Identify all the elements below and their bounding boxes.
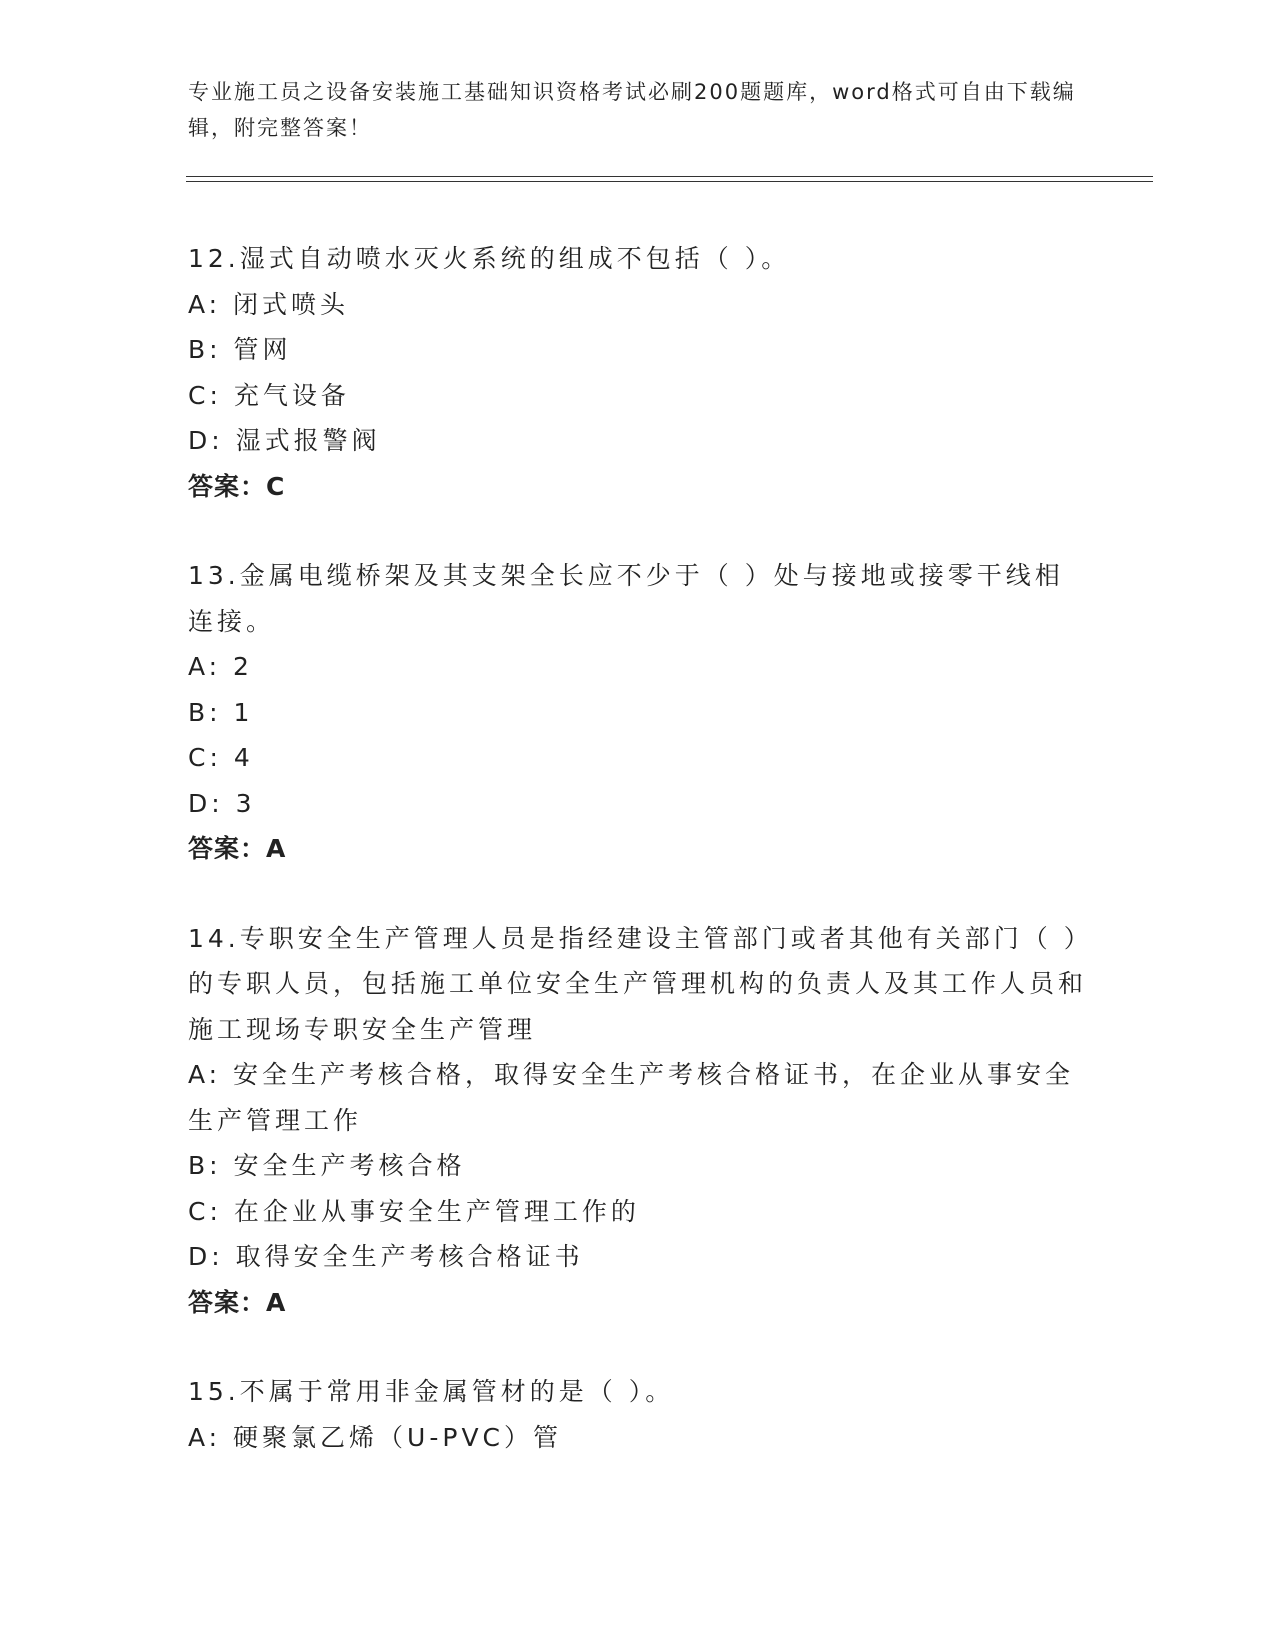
option-key: C	[188, 380, 210, 410]
option-separator: :	[209, 1151, 234, 1180]
question-14	[188, 916, 1088, 1326]
option-key: B	[188, 697, 210, 727]
question-15	[188, 1369, 1088, 1460]
header-divider-bottom	[186, 181, 1153, 182]
option-key: D	[188, 788, 212, 818]
option-separator: :	[211, 1242, 236, 1271]
option-key: C	[188, 743, 210, 772]
question-stem: 12.湿式自动喷水灭火系统的组成不包括（ ）。	[188, 244, 791, 273]
answer-value: C	[266, 471, 286, 501]
option-text: 管网	[233, 335, 292, 364]
question-list	[188, 236, 1088, 1504]
question-12	[188, 236, 1088, 509]
option-separator: :	[209, 697, 234, 727]
option-key: C	[188, 1196, 210, 1226]
option-key: A	[188, 652, 209, 681]
option-d	[188, 781, 1088, 827]
option-text: 2	[233, 652, 253, 681]
answer	[188, 1280, 1088, 1326]
option-key: A	[188, 289, 209, 319]
option-text: 硬聚氯乙烯（U-PVC）管	[233, 1422, 563, 1452]
answer-label: 答案：	[188, 471, 267, 501]
option-a	[188, 644, 1088, 690]
option-text: 湿式报警阀	[235, 426, 381, 455]
option-separator: :	[209, 743, 234, 772]
option-separator: :	[208, 1422, 234, 1452]
document-header: 专业施工员之设备安装施工基础知识资格考试必刷200题题库，word格式可自由下载编辑，附完整答案！	[188, 80, 1076, 140]
option-a	[188, 1052, 1088, 1143]
header-divider-top	[186, 176, 1153, 177]
question-13	[188, 553, 1088, 872]
option-key: D	[188, 1242, 212, 1271]
option-separator: :	[211, 426, 236, 455]
option-key: B	[188, 335, 210, 364]
answer-value: A	[266, 834, 287, 863]
option-b	[188, 690, 1088, 736]
option-text: 充气设备	[233, 380, 350, 410]
answer-value: A	[266, 1287, 287, 1317]
question-stem: 14.专职安全生产管理人员是指经建设主管部门或者其他有关部门（ ）的专职人员，包括施工单位安全生产管理机构的负责人及其工作人员和施工现场专职安全生产管理	[188, 923, 1088, 1044]
option-separator: :	[208, 289, 234, 319]
option-text: 4	[233, 743, 254, 772]
option-text: 取得安全生产考核合格证书	[235, 1242, 584, 1271]
option-text: 1	[233, 697, 254, 727]
answer-label: 答案：	[188, 834, 267, 863]
option-separator: :	[209, 335, 234, 364]
question-stem: 13.金属电缆桥架及其支架全长应不少于（ ）处与接地或接零干线相连接。	[188, 561, 1064, 636]
option-separator: :	[208, 652, 234, 681]
option-c	[188, 373, 1088, 419]
option-text: 在企业从事安全生产管理工作的	[233, 1196, 640, 1226]
option-key: B	[188, 1151, 210, 1180]
option-b	[188, 327, 1088, 373]
option-a	[188, 1415, 1088, 1461]
option-text: 安全生产考核合格，取得安全生产考核合格证书，在企业从事安全生产管理工作	[188, 1060, 1075, 1135]
option-d	[188, 418, 1088, 464]
option-text: 3	[235, 788, 256, 818]
option-separator: :	[209, 380, 234, 410]
option-d	[188, 1234, 1088, 1280]
option-text: 安全生产考核合格	[233, 1151, 466, 1180]
option-a	[188, 282, 1088, 328]
option-separator: :	[209, 1196, 234, 1226]
option-separator: :	[208, 1060, 234, 1089]
option-c	[188, 735, 1088, 781]
option-key: A	[188, 1422, 209, 1452]
option-separator: :	[211, 788, 236, 818]
option-c	[188, 1189, 1088, 1235]
option-text: 闭式喷头	[233, 289, 350, 319]
question-stem: 15.不属于常用非金属管材的是（ ）。	[188, 1377, 675, 1406]
answer	[188, 464, 1088, 510]
option-key: D	[188, 426, 212, 455]
option-key: A	[188, 1060, 209, 1089]
option-b	[188, 1143, 1088, 1189]
answer	[188, 826, 1088, 872]
answer-label: 答案：	[188, 1287, 267, 1317]
